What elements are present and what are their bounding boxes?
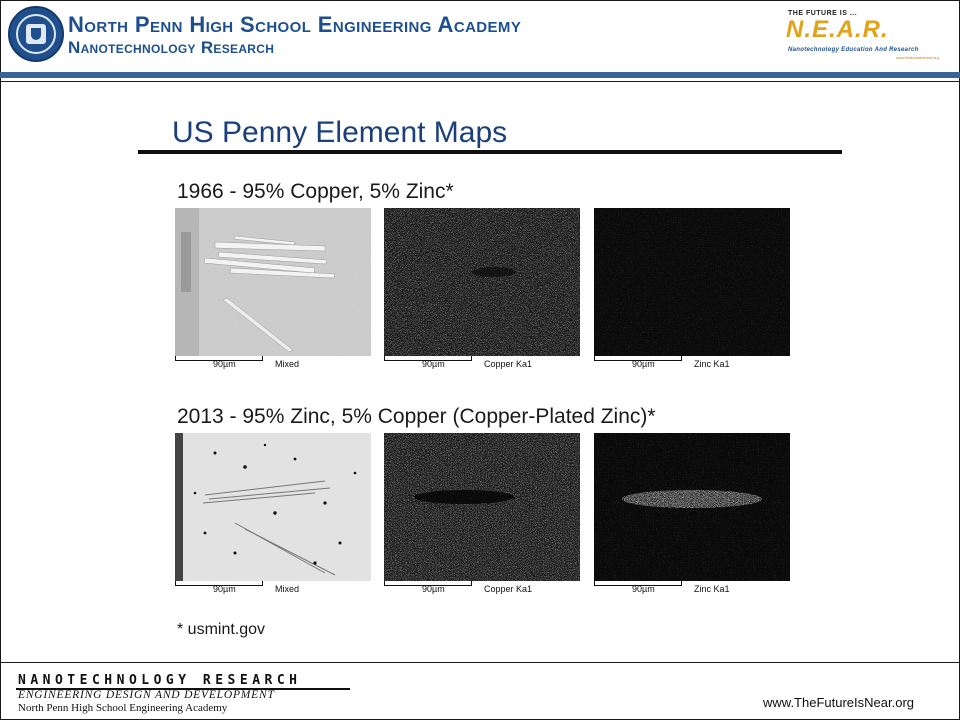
map-label: Mixed <box>275 584 300 594</box>
source-footnote: * usmint.gov <box>177 621 266 638</box>
near-logo <box>784 8 950 64</box>
footer-subtitle: ENGINEERING DESIGN AND DEVELOPMENT <box>18 689 275 701</box>
school-seal-logo <box>8 6 64 62</box>
near-logo-url: www.thefutureisnear.org <box>896 55 939 60</box>
map-label: Copper Ka1 <box>484 584 533 594</box>
map-label: Zinc Ka1 <box>694 584 730 594</box>
header-rule-thin <box>0 81 960 82</box>
scale-bar-1966-copper <box>384 356 580 370</box>
header <box>0 0 960 72</box>
scale-bar-2013-copper <box>384 581 580 595</box>
near-logo-tagline: Nanotechnology Education And Research <box>788 47 919 53</box>
academy-title: North Penn High School Engineering Academy <box>68 12 522 37</box>
sem-image-2013-zinc <box>594 433 790 581</box>
map-label: Copper Ka1 <box>484 359 533 369</box>
sem-image-1966-mixed <box>175 208 371 356</box>
scale-length: 90µm <box>422 359 445 369</box>
sem-image-2013-mixed <box>175 433 371 581</box>
scale-bar-2013-mixed <box>175 581 371 595</box>
footer-rule <box>0 662 960 663</box>
scale-length: 90µm <box>422 584 445 594</box>
scale-length: 90µm <box>213 359 236 369</box>
section-label-2013: 2013 - 95% Zinc, 5% Copper (Copper-Plated Zinc)* <box>177 405 656 428</box>
sem-image-2013-copper <box>384 433 580 581</box>
near-logo-top-text: THE FUTURE IS ... <box>788 10 858 17</box>
near-logo-text: N.E.A.R. <box>786 16 889 43</box>
title-underline <box>138 150 842 154</box>
scale-length: 90µm <box>632 359 655 369</box>
sem-image-1966-zinc <box>594 208 790 356</box>
slide-title: US Penny Element Maps <box>172 116 508 149</box>
scale-length: 90µm <box>632 584 655 594</box>
header-rule <box>0 72 960 78</box>
footer-school: North Penn High School Engineering Academy <box>18 702 228 714</box>
map-label: Mixed <box>275 359 300 369</box>
map-label: Zinc Ka1 <box>694 359 730 369</box>
footer-title: NANOTECHNOLOGY RESEARCH <box>18 673 302 688</box>
sem-image-1966-copper <box>384 208 580 356</box>
academy-subtitle: Nanotechnology Research <box>68 38 275 57</box>
scale-bar-2013-zinc <box>594 581 790 595</box>
footer-url: www.TheFutureIsNear.org <box>763 695 915 710</box>
scale-length: 90µm <box>213 584 236 594</box>
section-label-1966: 1966 - 95% Copper, 5% Zinc* <box>177 180 454 203</box>
scale-bar-1966-mixed <box>175 356 371 370</box>
scale-bar-1966-zinc <box>594 356 790 370</box>
